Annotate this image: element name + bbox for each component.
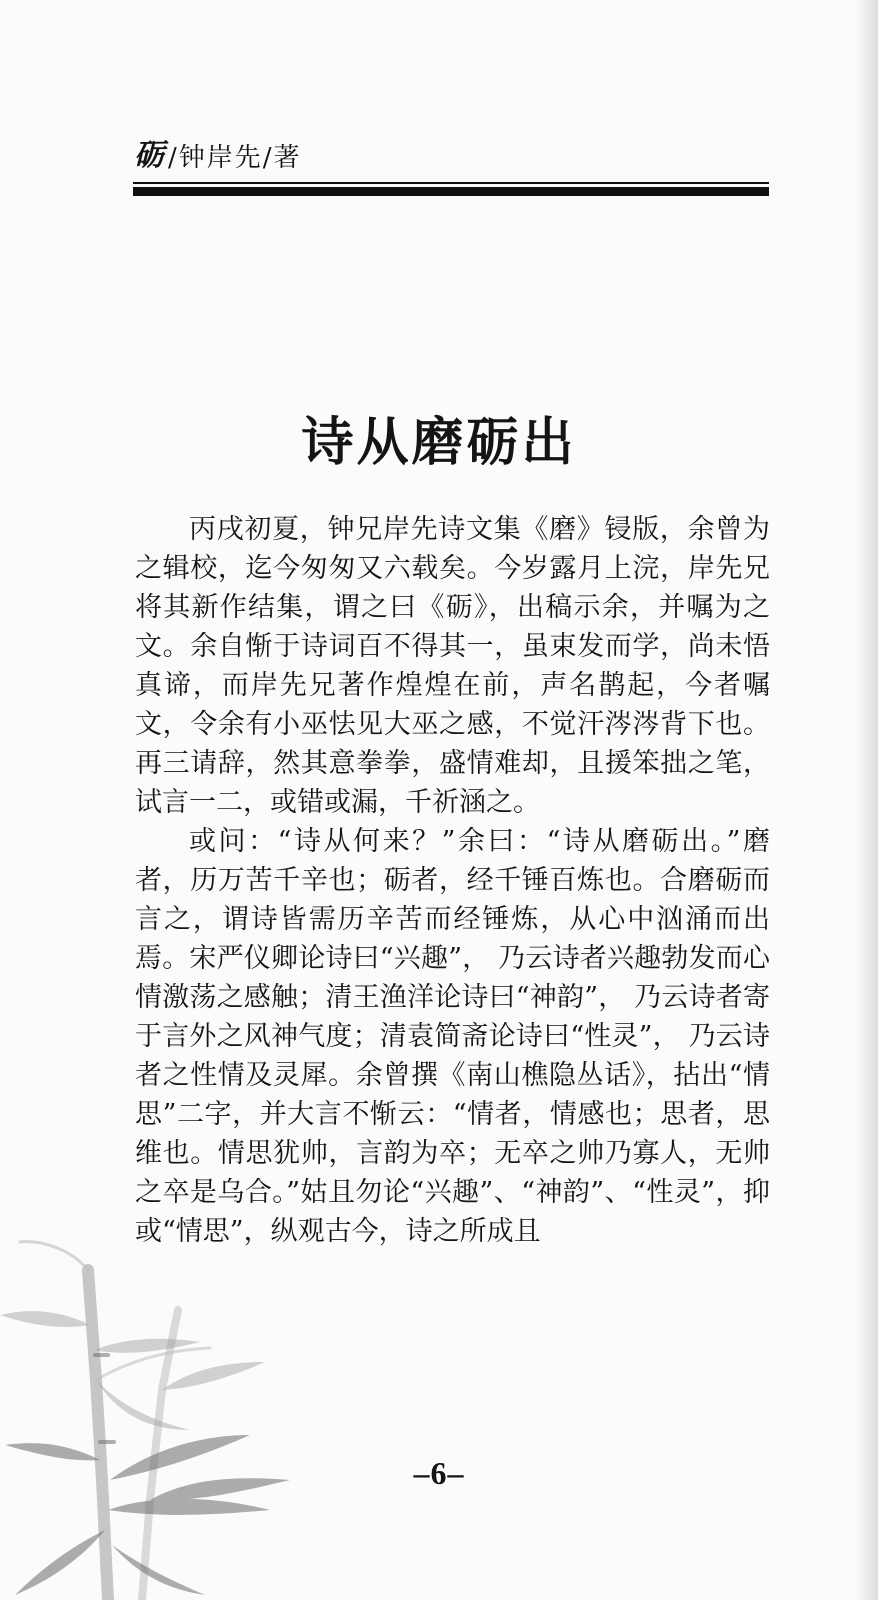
body-text: [135, 510, 770, 1251]
paragraph-2: 或问：“诗从何来？”余曰：“诗从磨砺出。”磨者，历万苦千辛也；砺者，经千锤百炼也。合磨砺而言之，谓诗皆需历辛苦而经锤炼，从心中汹涌而出焉。宋严仪卿论诗曰“兴趣”， 乃云诗者兴趣勃发而心情激荡之感触；清王渔洋论诗曰“神韵”， 乃云诗者寄于言外之风神气度；清袁简斋论诗曰“性灵”， 乃云诗者之性情及灵犀。余曾撰《南山樵隐丛话》，拈出“情思”二字，并大言不惭云：“情者，情感也；思者，思维也。情思犹帅，言韵为卒；无卒之帅乃寡人，无帅之卒是乌合。”姑且勿论“兴趣”、“神韵”、“性灵”，抑或“情思”，纵观古今，诗之所成且: [135, 826, 770, 1247]
bamboo-illustration: [0, 1230, 360, 1600]
page-edge-shadow: [856, 0, 878, 1600]
book-title-calligraphy: 砺: [134, 138, 164, 173]
paragraph-1: 丙戌初夏，钟兄岸先诗文集《磨》锓版，余曾为之辑校，迄今匆匆又六载矣。今岁露月上浣，岸先兄将其新作结集，谓之曰《砺》，出稿示余，并嘱为之文。余自惭于诗词百不得其一，虽束发而学，尚未悟真谛，而岸先兄著作煌煌在前，声名鹊起，今者嘱文，令余有小巫怯见大巫之感，不觉汗涔涔背下也。再三请辞，然其意拳拳，盛情难却，且援笨拙之笔，试言一二，或错或漏，千祈涵之。: [135, 514, 770, 818]
running-header: [134, 134, 302, 174]
chapter-title: 诗从磨砺出: [301, 413, 577, 473]
header-rule-thin: [133, 182, 769, 184]
page-number: –6–: [413, 1455, 465, 1491]
author-line: /钟岸先/著: [168, 143, 302, 173]
header-rule-thick: [133, 187, 769, 196]
